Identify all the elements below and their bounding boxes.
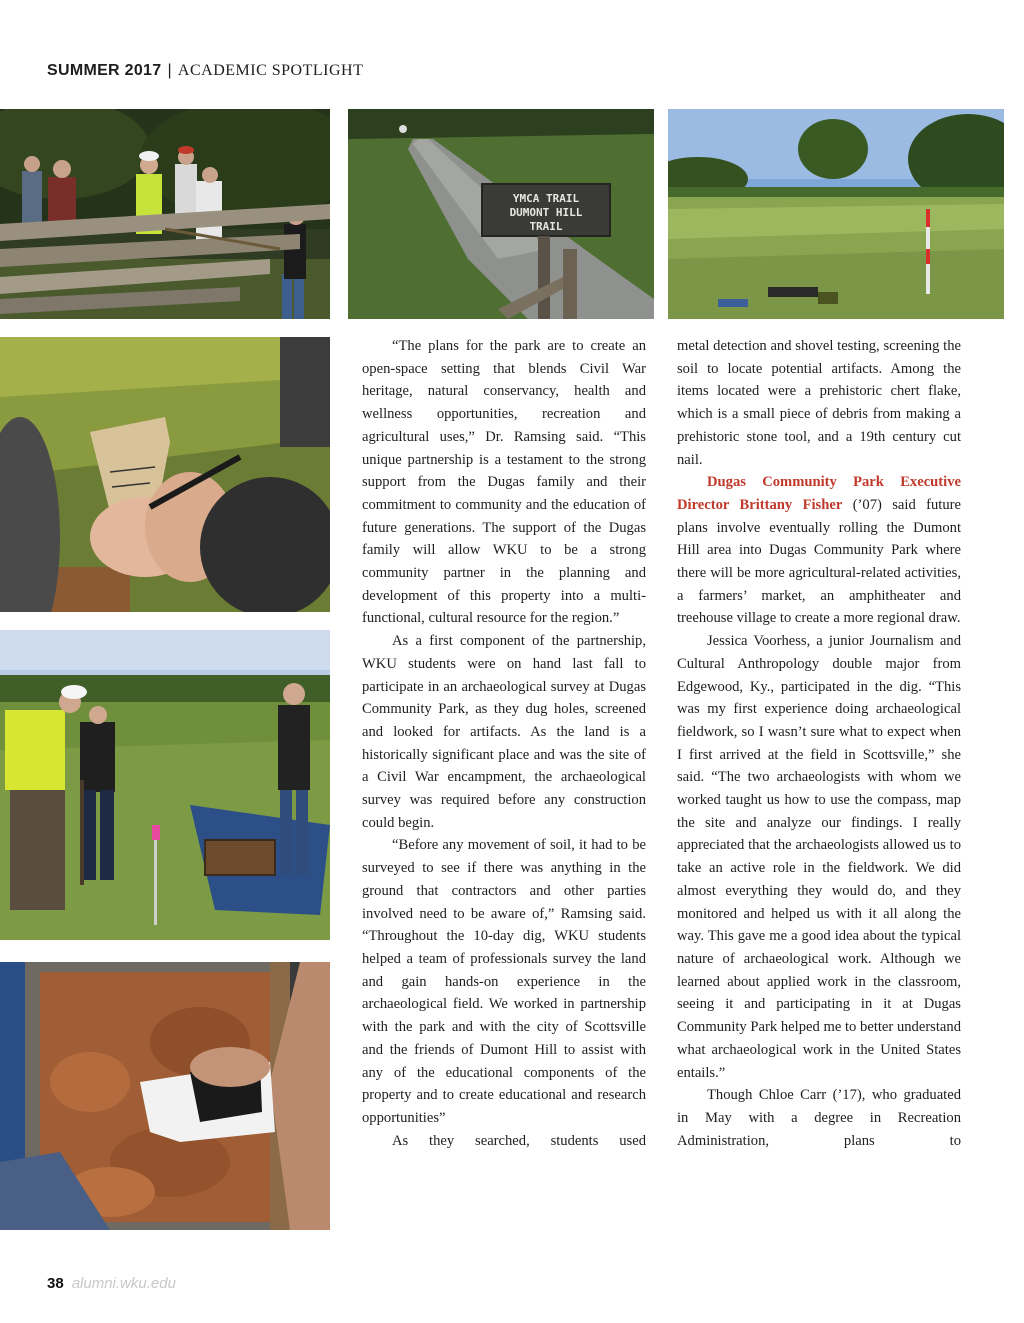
article-paragraph: Jessica Voorhess, a junior Journalism and Cultural Anthropology double major from Edgewood, Ky., participated in the dig. “This was my first experience doing archaeological fieldwork, so I wasn’t sure what to expect when I first arrived at the field in Scottsville,” she said. “The two archaeologists with whom we worked taught us how to use the compass, map the site and analyze our findings. I really appreciated that the archaeologists allowed us to take an active role in the fieldwork. We did almost everything they would do, and they monitored and helped us with it all along the way. This gave me a good idea about the typical nature of archaeological work. Although we learned about applied work in the classroom, seeing it and participating in it at Dugas Community Park helped me to better understand what archaeological work in the United States entails.” bbox=[677, 633, 961, 1081]
photo-digging-team bbox=[0, 630, 330, 940]
running-header bbox=[47, 62, 363, 80]
article-column-2 bbox=[677, 335, 961, 1230]
photo-labeling-bag bbox=[0, 337, 330, 612]
article-paragraph bbox=[677, 471, 961, 630]
article-paragraph: metal detection and shovel testing, screening the soil to locate potential artifacts. Among the items located were a prehistoric chert flake, which is a small piece of debris from making a prehistoric stone tool, and a 19th century cut nail. bbox=[677, 338, 961, 468]
article-column-1 bbox=[362, 335, 646, 1230]
trail-sign-line-1: YMCA TRAIL bbox=[512, 192, 580, 205]
article-paragraph: As a first component of the partnership, WKU students were on hand last fall to participate in an archaeological survey at Dugas Community Park, as they dug holes, screened and looked for artifacts. As the land is a historically significant place and was the site of a Civil War encampment, the archaeological survey was required before any construction could begin. bbox=[362, 633, 646, 831]
article-paragraph: “The plans for the park are to create an open-space setting that blends Civil War heritage, natural conservancy, health and wellness opportunities, recreation and agricultural uses,” Dr. Ramsing said. “This unique partnership is a testament to the strong support from the Dugas family and their commitment to community and the education of future generations. The support of the Dugas family will allow WKU to be a strong community partner in the planning and development of this property into a multi-functional, cultural resource for the region.” bbox=[362, 338, 646, 627]
photo-workers-by-fence bbox=[0, 109, 330, 319]
header-separator: | bbox=[167, 62, 172, 79]
page-number: 38 bbox=[47, 1275, 64, 1292]
article-paragraph: As they searched, students used bbox=[392, 1132, 646, 1149]
photo-trail-sign bbox=[348, 109, 654, 319]
section-title: ACADEMIC SPOTLIGHT bbox=[177, 62, 364, 79]
article-text: (’07) said future plans involve eventually rolling the Dumont Hill area into Dugas Community Park where there will be more agricultural-related activities, a farmers’ market, an amphitheater and treehouse village to create a more regional draw. bbox=[677, 496, 961, 627]
article-paragraph: Though Chloe Carr (’17), who graduated in May with a degree in Recreation Administration, plans to bbox=[677, 1087, 961, 1149]
highlighted-name: Dugas Community Park Executive Director Brittany Fisher bbox=[677, 474, 961, 513]
page-footer bbox=[47, 1275, 176, 1293]
trail-sign-line-3: TRAIL bbox=[529, 220, 563, 233]
issue-season: SUMMER 2017 bbox=[47, 62, 162, 79]
photo-field-marker bbox=[668, 109, 1004, 319]
article-paragraph: “Before any movement of soil, it had to be surveyed to see if there was anything in the ground that contractors and other parties involved need to be aware of,” Ramsing said. “Throughout the 10-day dig, WKU students helped a team of professionals survey the land and gain hands-on experience in the archaeological field. We worked in partnership with the park and with the city of Scottsville and the friends of Dumont Hill to assist with any of the educational components of the property and to create educational and research opportunities” bbox=[362, 837, 646, 1126]
photo-soil-screening bbox=[0, 962, 330, 1230]
footer-url: alumni.wku.edu bbox=[71, 1275, 176, 1292]
trail-sign-line-2: DUMONT HILL bbox=[509, 206, 583, 219]
